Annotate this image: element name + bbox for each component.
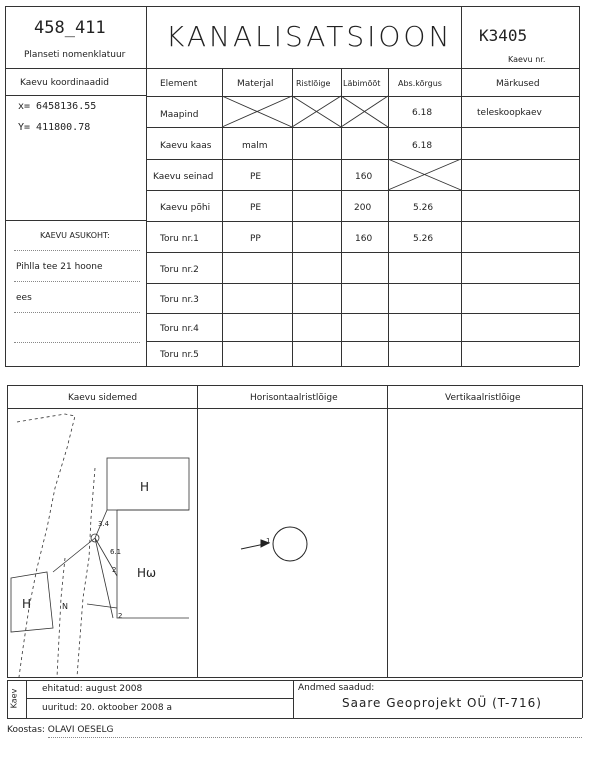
col-header-material: Materjal [237,79,274,89]
data-from-label: Andmed saadud: [298,683,375,693]
well-id: K3405 [479,26,528,45]
row-element-lid: Kaevu kaas [160,141,212,151]
row-element-pipe-4: Toru nr.4 [160,324,199,334]
sheet-number: 458_411 [34,18,106,38]
row-bottom-diameter: 200 [354,203,372,213]
section-vertical-label: Vertikaalristlõige [445,393,521,403]
row-lid-material: malm [242,141,268,151]
well-id-label: Kaevu nr. [508,55,546,64]
location-label: KAEVU ASUKOHT: [40,231,110,240]
building-label-1: H [140,480,150,494]
coords-label: Kaevu koordinaadid [20,78,110,88]
pipe-number: 1 [266,537,271,545]
row-bottom-material: PE [250,203,262,213]
dim-label-1: 3.4 [98,520,110,528]
coord-x: x= 6458136.55 [18,101,97,112]
row-walls-diameter: 160 [355,172,373,182]
row-element-pipe-1: Toru nr.1 [160,234,199,244]
road-label: N [62,602,68,611]
coord-y: Y= 411800.78 [18,122,91,133]
row-element-pipe-5: Toru nr.5 [160,350,199,360]
location-line-1: Pihlla tee 21 hoone [16,262,103,272]
col-header-abs-height: Abs.kõrgus [398,79,442,88]
dim-label-4: 2 [118,612,123,620]
crossed-cells [0,0,601,370]
col-header-cross-section: Ristlõige [296,79,331,88]
dim-label-3: 2 [112,566,117,574]
row-walls-material: PE [250,172,262,182]
section-horizontal-label: Horisontaalristlõige [250,393,338,403]
row-element-ground: Maapind [160,110,199,120]
building-label-2: H [22,597,32,611]
compiled-by: Koostas: OLAVI OESELG [7,725,114,735]
col-header-element: Element [160,79,198,89]
surveyed-date: uuritud: 20. oktoober 2008 a [42,703,172,713]
row-element-pipe-2: Toru nr.2 [160,265,199,275]
built-date: ehitatud: august 2008 [42,684,143,694]
page-title: KANALISATSIOON [166,20,453,53]
row-ground-notes: teleskoopkaev [477,108,542,118]
sheet-label: Planseti nomenklatuur [24,50,126,60]
row-pipe-1-abs: 5.26 [413,234,434,244]
ties-sketch [7,408,197,677]
row-element-walls: Kaevu seinad [153,172,214,182]
row-lid-abs: 6.18 [412,141,433,151]
row-pipe-1-material: PP [250,234,261,244]
row-element-bottom: Kaevu põhi [160,203,211,213]
row-bottom-abs: 5.26 [413,203,434,213]
location-line-2: ees [16,293,32,303]
dim-label-2: 6.1 [110,548,122,556]
col-header-notes: Märkused [496,79,540,89]
section-ties-label: Kaevu sidemed [68,393,138,403]
data-from-value: Saare Geoprojekt OÜ (T-716) [342,696,542,710]
row-element-pipe-3: Toru nr.3 [160,295,199,305]
horizontal-section-sketch [197,408,387,677]
col-header-diameter: Läbimõõt [343,79,381,88]
building-label-3: Hω [137,566,157,580]
row-ground-abs: 6.18 [412,108,433,118]
side-label: Kaev [9,688,19,709]
row-pipe-1-diameter: 160 [355,234,373,244]
